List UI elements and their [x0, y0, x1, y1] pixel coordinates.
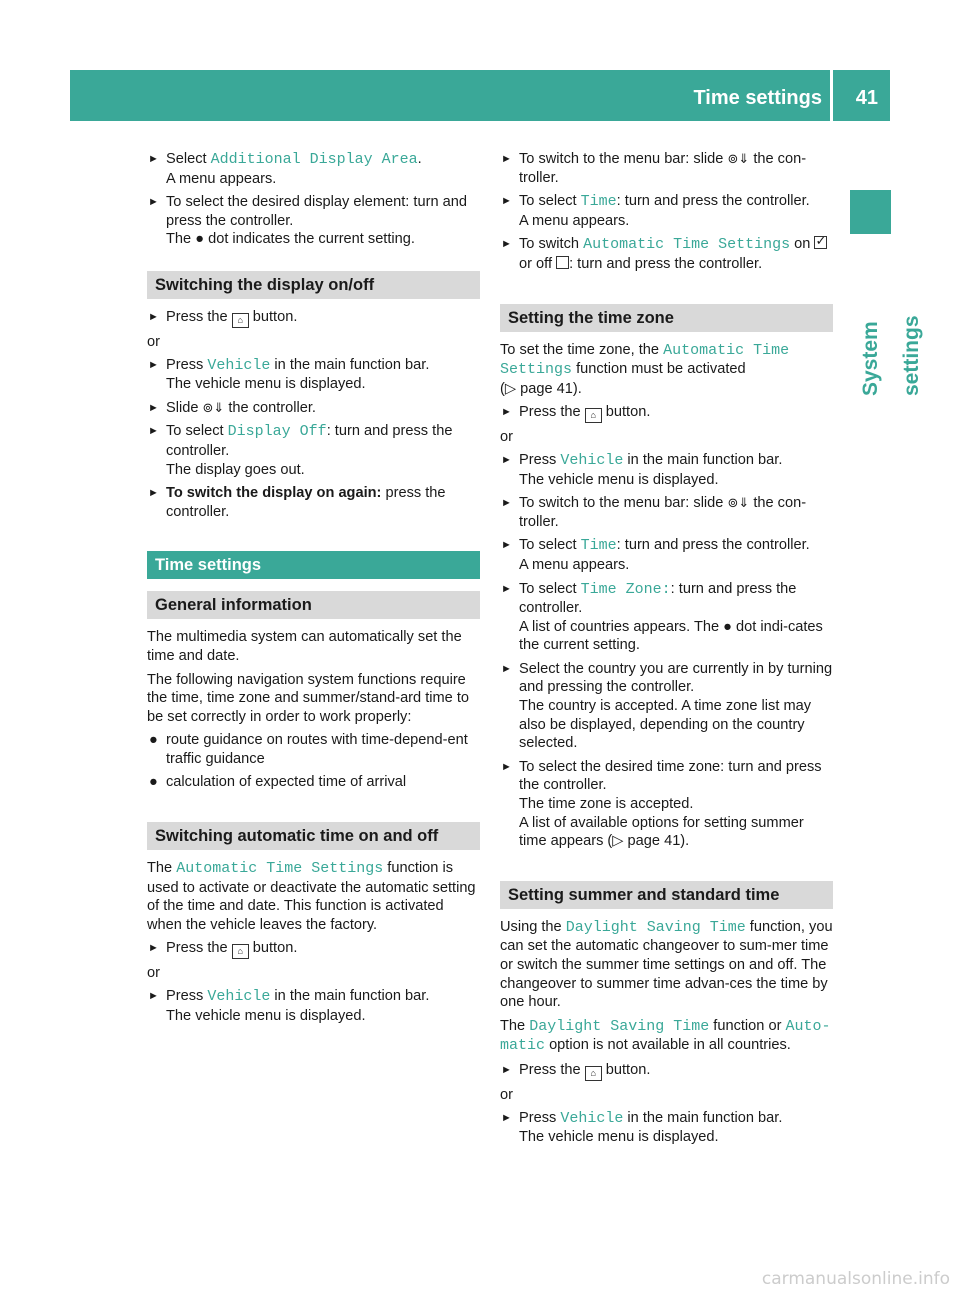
menu-code: Automatic Time Settings — [176, 860, 384, 878]
menu-code: Automatic Time Settings — [500, 341, 790, 379]
arrow-icon: ► — [501, 539, 512, 552]
arrow-icon: ► — [148, 425, 159, 438]
step-press-vehicle: ► Press Vehicle in the main function bar. The vehicle menu is displayed. — [148, 988, 430, 1024]
arrow-icon: ► — [148, 196, 159, 209]
menu-code: Time — [580, 537, 617, 555]
arrow-icon: ► — [501, 1111, 512, 1124]
car-button-icon: ⌂ — [232, 944, 249, 959]
step-select-time: ► To select Time: turn and press the controller. A menu appears. — [501, 537, 810, 573]
paragraph: The Daylight Saving Time function or Auto-matic option is not available in all countries. — [500, 1017, 831, 1055]
section-tab-marker — [850, 190, 891, 234]
list-item: ● route guidance on routes with time-depend-ent traffic guidance — [149, 732, 468, 767]
menu-code: Vehicle — [560, 451, 624, 469]
section-heading-time-zone: Setting the time zone — [500, 304, 833, 332]
step-switch-menu-bar: ► To switch to the menu bar: slide ⊚⇓ the con-troller. — [501, 151, 807, 186]
menu-code: Vehicle — [207, 356, 271, 374]
arrow-icon: ► — [501, 153, 512, 165]
paragraph: The following navigation system functions require the time, time zone and summer/stand-ard time to be set correctly in order to work properly: — [147, 671, 470, 725]
arrow-icon: ► — [501, 760, 512, 773]
list-item: ● calculation of expected time of arrival — [149, 774, 407, 791]
page-reference[interactable]: (▷ page 41). — [500, 380, 582, 397]
controller-icon: ⊚⇓ — [727, 151, 750, 166]
car-button-icon: ⌂ — [232, 313, 249, 328]
arrow-icon: ► — [501, 497, 512, 510]
step-select-display-off: ► To select Display Off: turn and press the controller. The display goes out. — [148, 423, 453, 478]
step-select-desired-zone: ► To select the desired time zone: turn and press the controller. The time zone is accepted. A list of available options for setting summer time appears (▷ page 41). — [501, 758, 822, 850]
or-text: or — [147, 965, 160, 982]
menu-code: Display Off — [227, 423, 327, 441]
footer-watermark: carmanualsonline.info — [761, 1269, 950, 1289]
car-button-icon: ⌂ — [585, 1066, 602, 1081]
menu-code: Time Zone: — [580, 580, 671, 598]
step-press-vehicle: ► Press Vehicle in the main function bar. The vehicle menu is displayed. — [501, 451, 783, 488]
step-press-button: ► Press the ⌂ button. — [147, 939, 480, 959]
arrow-icon: ► — [501, 453, 512, 466]
step-press-button: ► Press the ⌂ button. — [147, 308, 480, 328]
menu-code: Daylight Saving Time — [565, 918, 746, 936]
menu-code: Additional Display Area — [210, 151, 418, 168]
step-switch-automatic: ► To switch Automatic Time Settings on ✓ or off : turn and press the controller. — [500, 235, 833, 273]
arrow-icon: ► — [148, 990, 159, 1003]
arrow-icon: ► — [501, 662, 512, 675]
menu-code: Daylight Saving Time — [529, 1017, 710, 1035]
controller-icon: ⊚⇓ — [727, 495, 750, 511]
menu-code: Vehicle — [560, 1109, 624, 1127]
arrow-icon: ► — [148, 487, 159, 500]
menu-code: Time — [580, 193, 617, 211]
arrow-icon: ► — [501, 195, 512, 208]
car-button-icon: ⌂ — [585, 408, 602, 423]
section-heading-time-settings: Time settings — [147, 551, 480, 579]
radio-dot-icon: ● — [723, 618, 732, 635]
arrow-icon: ► — [148, 942, 159, 955]
step-press-vehicle: ► Press Vehicle in the main function bar. The vehicle menu is displayed. — [501, 1109, 783, 1146]
arrow-icon: ► — [501, 1063, 512, 1076]
step-select-display-area: ► Select Additional Display Area. A menu appears. — [148, 151, 422, 187]
arrow-icon: ► — [148, 401, 159, 414]
bullet-icon: ● — [149, 732, 158, 749]
arrow-icon: ► — [501, 238, 512, 251]
controller-icon: ⊚⇓ — [202, 399, 225, 415]
radio-dot-icon: ● — [195, 231, 205, 248]
arrow-icon: ► — [148, 310, 159, 323]
step-press-button: ► Press the ⌂ button. — [500, 403, 833, 423]
arrow-icon: ► — [148, 153, 159, 165]
right-column — [500, 150, 833, 1152]
header-divider — [830, 70, 833, 121]
menu-code: Vehicle — [207, 988, 271, 1006]
paragraph: The Automatic Time Settings function is used to activate or deactivate the automatic setting of the time and date. This function is activated when the vehicle leaves the factory. — [147, 860, 476, 933]
bullet-icon: ● — [149, 774, 158, 791]
step-select-element: ► To select the desired display element: turn and press the controller. The ● dot indicates the current setting. — [148, 194, 467, 248]
page-header-bar — [70, 70, 890, 121]
or-text: or — [500, 1086, 513, 1103]
arrow-icon: ► — [501, 582, 512, 595]
page-number: 41 — [855, 87, 878, 109]
step-switch-menu-bar: ► To switch to the menu bar: slide ⊚⇓ the con-troller. — [501, 495, 807, 530]
section-heading-general: General information — [147, 591, 480, 619]
step-select-time-zone: ► To select Time Zone:: turn and press the controller. A list of countries appears. The ● dot indi-cates the current setting. — [501, 580, 823, 654]
header-title: Time settings — [693, 87, 822, 109]
section-heading-summer-time: Setting summer and standard time — [500, 881, 833, 909]
checkbox-unchecked-icon — [556, 256, 569, 269]
step-select-country: ► Select the country you are currently in by turning and pressing the controller. The country is accepted. A time zone list may also be displayed, depending on the country selected. — [501, 660, 833, 752]
step-slide-controller: ► Slide ⊚⇓ the controller. — [148, 399, 316, 416]
menu-code: Automatic Time Settings — [583, 236, 791, 254]
or-text: or — [147, 333, 160, 350]
step-press-vehicle: ► Press Vehicle in the main function bar. The vehicle menu is displayed. — [148, 356, 430, 393]
arrow-icon: ► — [148, 358, 159, 371]
arrow-icon: ► — [501, 406, 512, 419]
or-text: or — [500, 429, 513, 446]
paragraph: The multimedia system can automatically set the time and date. — [147, 629, 462, 664]
checkbox-checked-icon — [814, 236, 827, 249]
left-column — [147, 150, 480, 1030]
step-press-button: ► Press the ⌂ button. — [500, 1061, 833, 1081]
paragraph: Using the Daylight Saving Time function, you can set the automatic changeover to sum-mer time or switch the summer time settings on and off. The changeover to summer time advan-ces the time by one hour. — [500, 918, 833, 1011]
step-switch-on-again: ► To switch the display on again: press the controller. — [148, 485, 446, 520]
paragraph: To set the time zone, the Automatic Time Settings function must be activated (▷ page 41). — [500, 341, 790, 397]
section-heading-automatic-time: Switching automatic time on and off — [147, 822, 480, 850]
section-side-label: System settings — [859, 315, 923, 396]
step-select-time: ► To select Time: turn and press the controller. A menu appears. — [501, 193, 810, 229]
section-heading-display: Switching the display on/off — [147, 271, 480, 299]
menu-code: Auto-matic — [500, 1017, 831, 1055]
